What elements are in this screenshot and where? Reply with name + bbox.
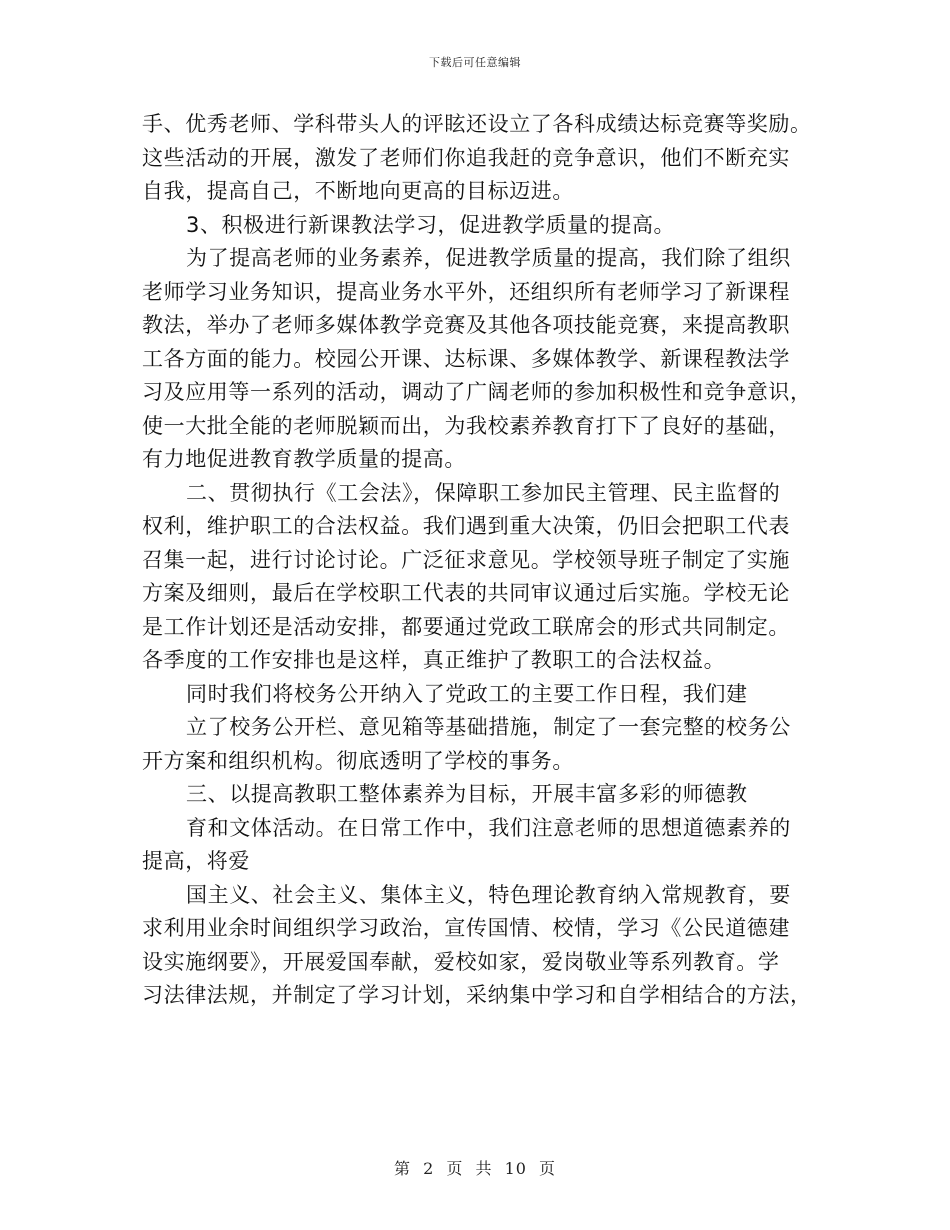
text-line: 自我，提高自己，不断地向更高的目标迈进。 bbox=[142, 179, 574, 203]
text-line: 习法律法规，并制定了学习计划，采纳集中学习和自学相结合的方法， bbox=[142, 983, 812, 1007]
page-header: 下载后可任意编辑 bbox=[429, 56, 521, 69]
text-line: 老师学习业务知识，提高业务水平外，还组织所有老师学习了新课程 bbox=[142, 279, 790, 304]
text-line: 提高，将爱 bbox=[142, 849, 250, 873]
text-line: 三、以提高教职工整体素养为目标，开展丰富多彩的师德教 bbox=[186, 782, 748, 806]
text-line: 工各方面的能力。校园公开课、达标课、多媒体教学、新课程教法学 bbox=[142, 346, 790, 371]
text-line: 二、贯彻执行《工会法》，保障职工参加民主管理、民主监督的 bbox=[186, 480, 781, 505]
footer-label-di: 第 bbox=[393, 1159, 411, 1178]
text-line: 方案及细则，最后在学校职工代表的共同审议通过后实施。学校无论 bbox=[142, 581, 790, 605]
footer-label-ye2: 页 bbox=[539, 1159, 557, 1178]
text-line: 召集一起，进行讨论讨论。广泛征求意见。学校领导班子制定了实施 bbox=[142, 547, 790, 572]
text-line: 为了提高老师的业务素养，促进教学质量的提高，我们除了组织 bbox=[186, 246, 791, 270]
text-line: 各季度的工作安排也是这样，真正维护了教职工的合法权益。 bbox=[142, 648, 726, 672]
document-body bbox=[142, 108, 822, 1013]
page-number: 2 bbox=[423, 1159, 435, 1178]
text-line: 国主义、社会主义、集体主义，特色理论教育纳入常规教育，要 bbox=[186, 882, 791, 907]
text-line: 育和文体活动。在日常工作中，我们注意老师的思想道德素养的 bbox=[186, 815, 791, 840]
text-line: 同时我们将校务公开纳入了党政工的主要工作日程，我们建 bbox=[186, 681, 748, 706]
text-line: 3、积极进行新课教法学习，促进教学质量的提高。 bbox=[186, 212, 676, 237]
text-line: 是工作计划还是活动安排，都要通过党政工联席会的形式共同制定。 bbox=[142, 614, 790, 639]
footer-label-ye: 页 bbox=[446, 1159, 464, 1178]
text-line: 教法，举办了老师多媒体教学竞赛及其他各项技能竞赛，来提高教职 bbox=[142, 313, 790, 337]
total-pages: 10 bbox=[504, 1159, 527, 1178]
text-line: 手、优秀老师、学科带头人的评眩还设立了各科成绩达标竞赛等奖励。 bbox=[142, 112, 812, 136]
page-footer bbox=[0, 1156, 950, 1179]
text-line: 这些活动的开展，激发了老师们你追我赶的竞争意识，他们不断充实 bbox=[142, 145, 790, 170]
text-line: 使一大批全能的老师脱颖而出，为我校素养教育打下了良好的基础， bbox=[142, 413, 790, 438]
text-line: 有力地促进教育教学质量的提高。 bbox=[142, 447, 466, 471]
text-line: 权利，维护职工的合法权益。我们遇到重大决策，仍旧会把职工代表 bbox=[142, 514, 790, 538]
text-line: 设实施纲要》，开展爱国奉献，爱校如家，爱岗敬业等系列教育。学 bbox=[142, 949, 780, 974]
text-line: 习及应用等一系列的活动，调动了广阔老师的参加积极性和竞争意识， bbox=[142, 380, 812, 404]
text-line: 求利用业余时间组织学习政治，宣传国情、校情，学习《公民道德建 bbox=[142, 916, 790, 940]
footer-label-gong: 共 bbox=[475, 1159, 493, 1178]
text-line: 立了校务公开栏、意见箱等基础措施，制定了一套完整的校务公 bbox=[186, 715, 791, 739]
text-line: 开方案和组织机构。彻底透明了学校的事务。 bbox=[142, 748, 574, 773]
